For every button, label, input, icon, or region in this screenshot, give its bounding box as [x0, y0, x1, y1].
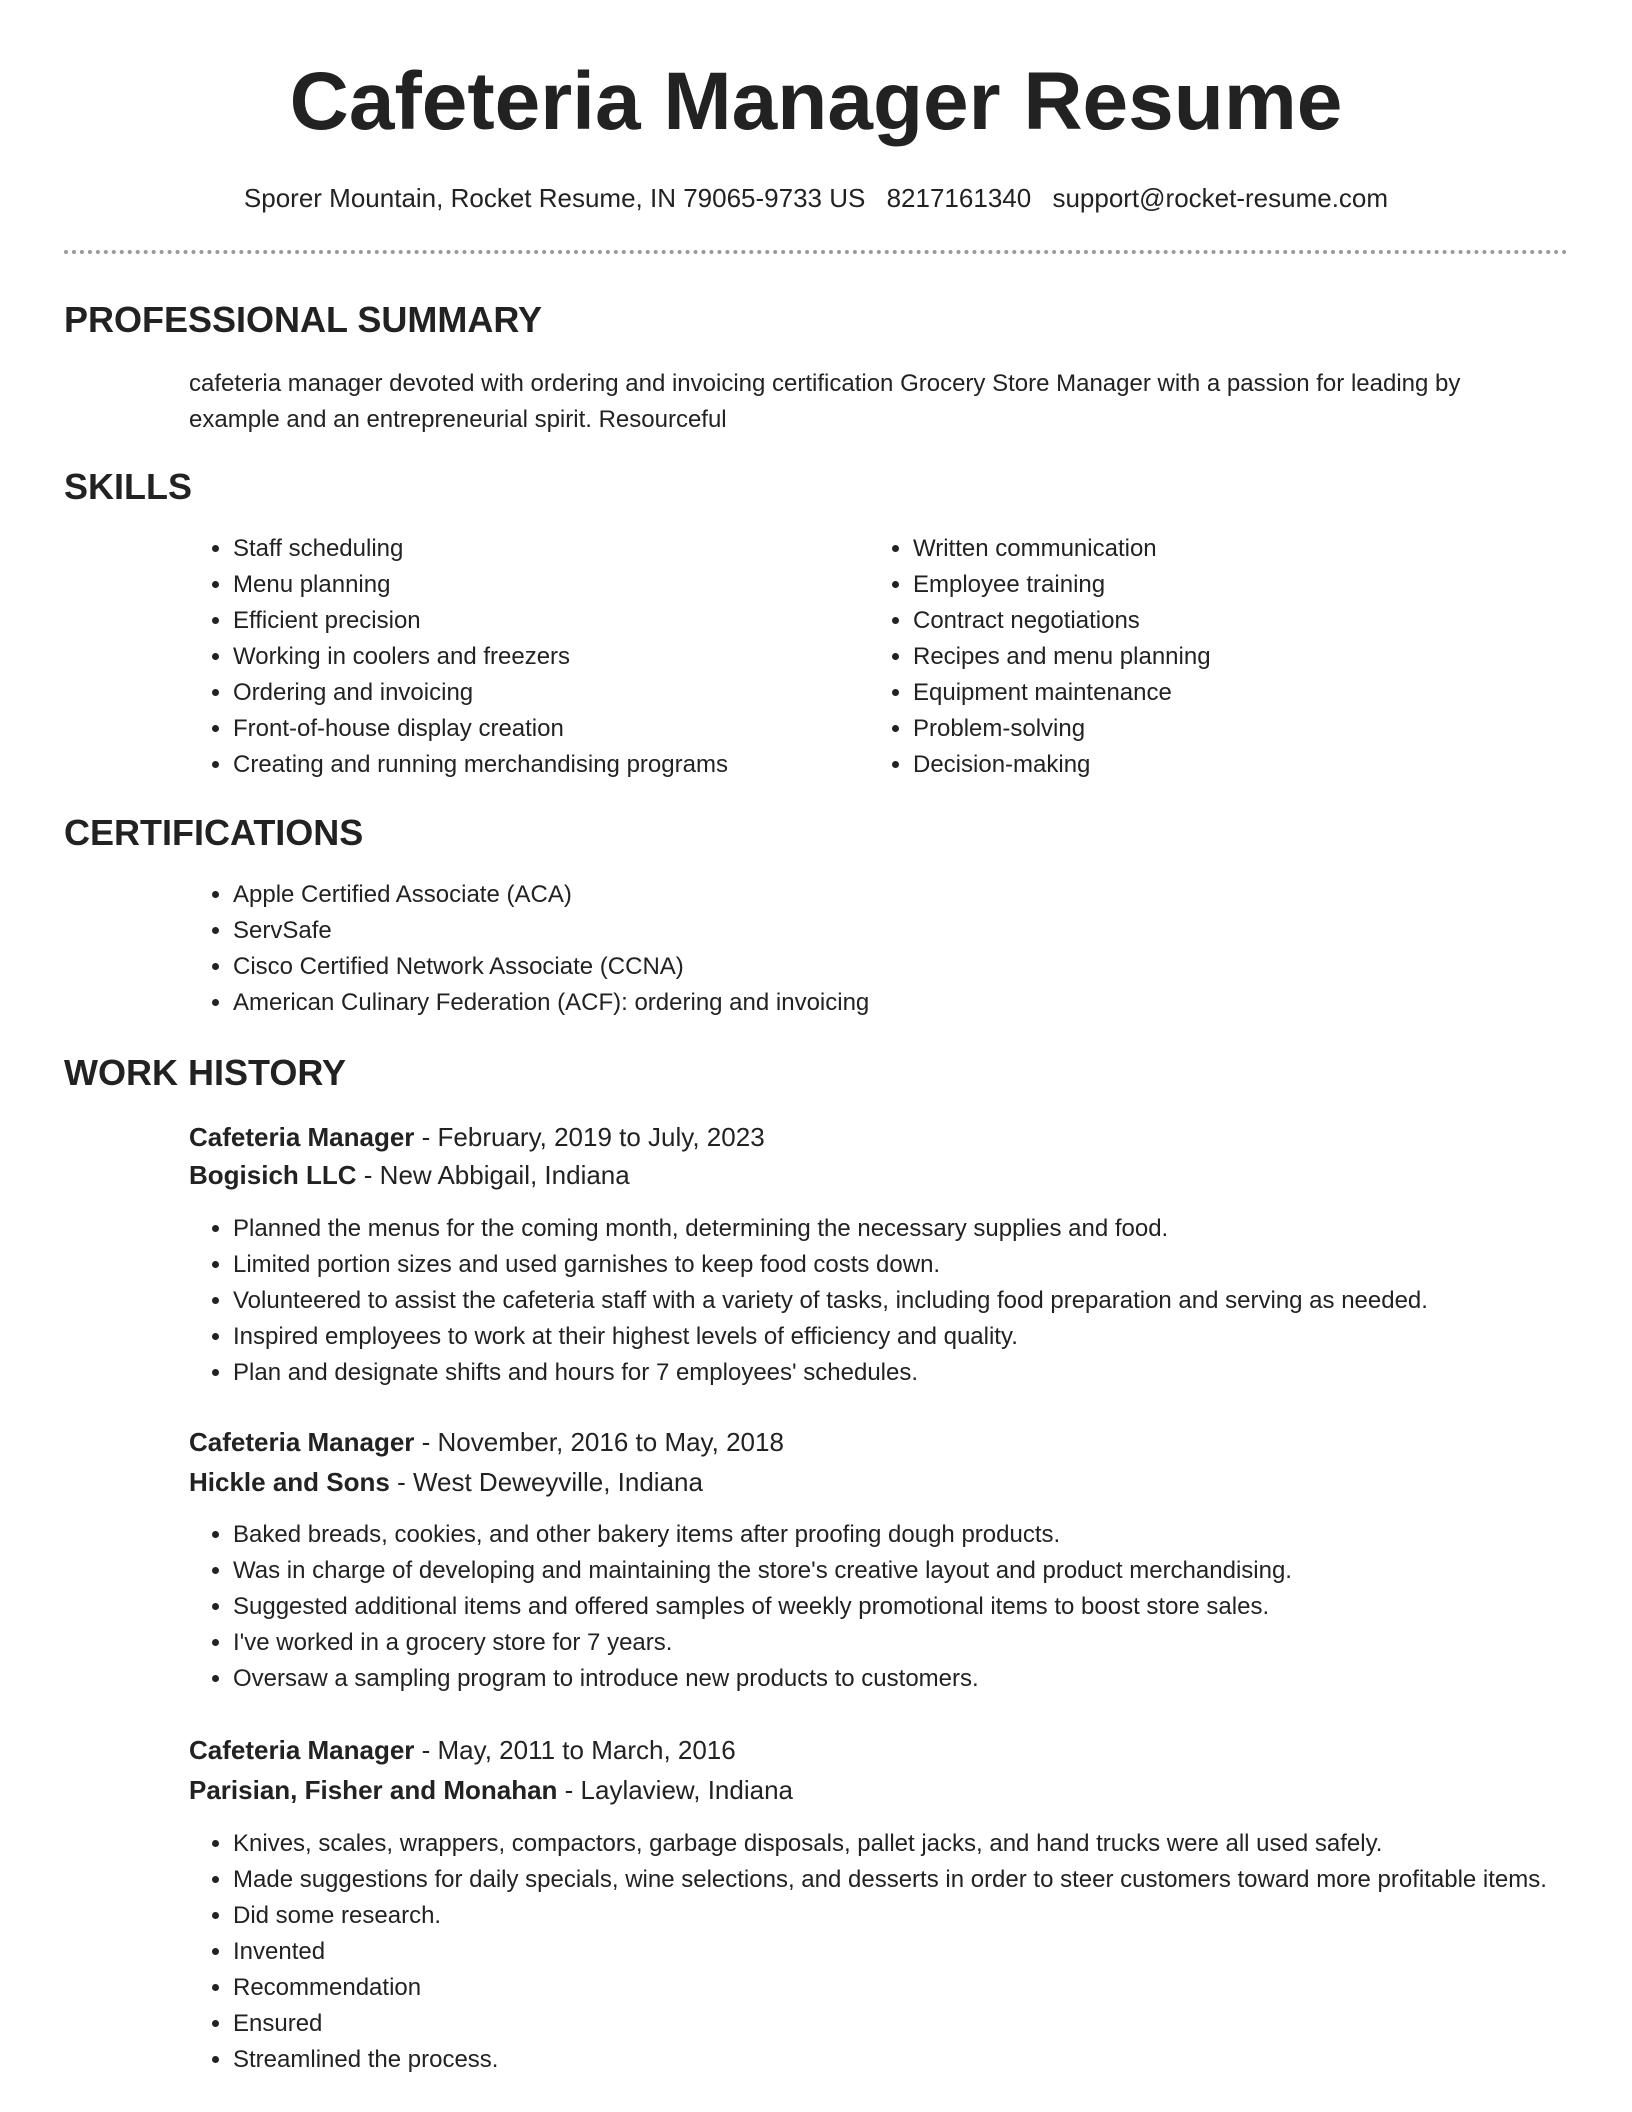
job-bullet: • Recommendation [233, 1970, 1613, 2006]
skill-item: • Staff scheduling [233, 531, 853, 567]
job-title: Cafeteria Manager [189, 1122, 415, 1152]
skill-item: • Creating and running merchandising programs [233, 747, 853, 783]
job-bullet: • Made suggestions for daily specials, wine selections, and desserts in order to steer customers toward more profitable items. [233, 1862, 1613, 1898]
job-dates: - May, 2011 to March, 2016 [414, 1735, 736, 1765]
header-divider [64, 250, 1568, 254]
summary-heading: PROFESSIONAL SUMMARY [64, 299, 543, 340]
skill-item: • Working in coolers and freezers [233, 639, 853, 675]
job-company-line [189, 1464, 703, 1500]
certification-item: • Cisco Certified Network Associate (CCNA) [233, 949, 1593, 985]
certifications-list [189, 877, 1593, 1021]
job-company-line [189, 1772, 793, 1808]
skill-item: • Contract negotiations [913, 603, 1553, 639]
job-bullet: • Was in charge of developing and maintaining the store's creative layout and product merchandising. [233, 1553, 1613, 1589]
skill-item: • Menu planning [233, 567, 853, 603]
job-bullet: • Planned the menus for the coming month, determining the necessary supplies and food. [233, 1211, 1613, 1247]
job-title-line [189, 1732, 736, 1768]
job-bullet: • Limited portion sizes and used garnishes to keep food costs down. [233, 1247, 1613, 1283]
skill-item: • Efficient precision [233, 603, 853, 639]
job-bullet: • Inspired employees to work at their highest levels of efficiency and quality. [233, 1319, 1613, 1355]
skills-heading: SKILLS [64, 466, 193, 507]
job-bullet: • I've worked in a grocery store for 7 years. [233, 1625, 1613, 1661]
job-location: - New Abbigail, Indiana [356, 1160, 630, 1190]
skills-list-right [869, 531, 1553, 783]
job-location: - West Deweyville, Indiana [389, 1467, 703, 1497]
skill-item: • Equipment maintenance [913, 675, 1553, 711]
job-bullets [189, 1211, 1613, 1391]
job-bullet: • Suggested additional items and offered samples of weekly promotional items to boost store sales. [233, 1589, 1613, 1625]
job-bullets [189, 1826, 1613, 2078]
skill-item: • Written communication [913, 531, 1553, 567]
job-bullet: • Knives, scales, wrappers, compactors, garbage disposals, pallet jacks, and hand trucks were all used safely. [233, 1826, 1613, 1862]
work-history-heading: WORK HISTORY [64, 1052, 347, 1093]
job-bullet: • Plan and designate shifts and hours for 7 employees' schedules. [233, 1355, 1613, 1391]
job-bullets [189, 1517, 1613, 1697]
job-company: Parisian, Fisher and Monahan [189, 1775, 558, 1805]
skill-item: • Decision-making [913, 747, 1553, 783]
job-bullet: • Streamlined the process. [233, 2042, 1613, 2078]
job-bullet: • Did some research. [233, 1898, 1613, 1934]
job-title-line [189, 1424, 784, 1460]
certification-item: • Apple Certified Associate (ACA) [233, 877, 1593, 913]
certifications-heading: CERTIFICATIONS [64, 812, 364, 853]
job-company-line [189, 1157, 630, 1193]
job-bullet: • Oversaw a sampling program to introduce new products to customers. [233, 1661, 1613, 1697]
job-dates: - November, 2016 to May, 2018 [414, 1427, 784, 1457]
contact-line [0, 180, 1632, 216]
skill-item: • Problem-solving [913, 711, 1553, 747]
certification-item: • ServSafe [233, 913, 1593, 949]
skill-item: • Employee training [913, 567, 1553, 603]
job-dates: - February, 2019 to July, 2023 [414, 1122, 765, 1152]
job-company: Hickle and Sons [189, 1467, 390, 1497]
job-bullet: • Baked breads, cookies, and other bakery items after proofing dough products. [233, 1517, 1613, 1553]
job-bullet: • Invented [233, 1934, 1613, 1970]
job-company: Bogisich LLC [189, 1160, 357, 1190]
job-location: - Laylaview, Indiana [557, 1775, 794, 1805]
resume-title: Cafeteria Manager Resume [289, 56, 1343, 147]
job-bullet: • Volunteered to assist the cafeteria staff with a variety of tasks, including food preparation and serving as needed. [233, 1283, 1613, 1319]
contact-phone: 8217161340 [886, 183, 1032, 213]
certification-item: • American Culinary Federation (ACF): ordering and invoicing [233, 985, 1593, 1021]
contact-email: support@rocket-resume.com [1052, 183, 1389, 213]
job-title: Cafeteria Manager [189, 1735, 415, 1765]
skill-item: • Recipes and menu planning [913, 639, 1553, 675]
skill-item: • Ordering and invoicing [233, 675, 853, 711]
contact-address: Sporer Mountain, Rocket Resume, IN 79065-9733 US [243, 183, 866, 213]
job-title-line [189, 1119, 765, 1155]
skills-list-left [189, 531, 853, 783]
skill-item: • Front-of-house display creation [233, 711, 853, 747]
job-title: Cafeteria Manager [189, 1427, 415, 1457]
job-bullet: • Ensured [233, 2006, 1613, 2042]
summary-text: cafeteria manager devoted with ordering and invoicing certification Grocery Store Manager with a passion for leading by example and an entrepreneurial spirit. Resourceful [189, 370, 1461, 433]
